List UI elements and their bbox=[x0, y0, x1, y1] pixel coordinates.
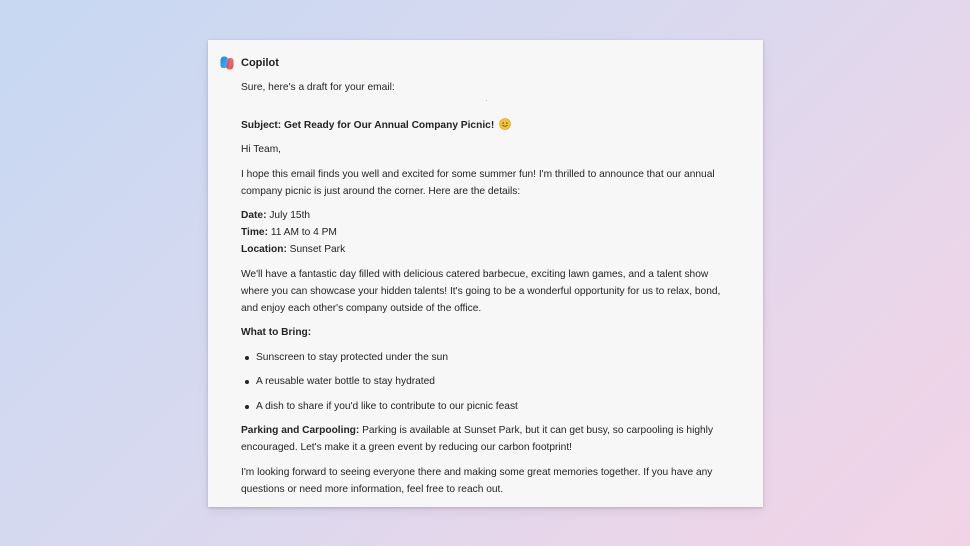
location-row bbox=[241, 241, 731, 258]
list-item bbox=[241, 373, 731, 390]
closing-paragraph: I'm looking forward to seeing everyone there and making some great memories together. If you have any questions or need more information, feel free to reach out. bbox=[241, 466, 713, 495]
message-header bbox=[219, 54, 279, 72]
opening-paragraph: I hope this email finds you well and excited for some summer fun! I'm thrilled to announce that our annual company picnic is just around the corner. Here are the details: bbox=[241, 168, 715, 197]
list-item-text: A dish to share if you'd like to contribute to our picnic feast bbox=[256, 400, 518, 412]
intro-text: Sure, here's a draft for your email: bbox=[241, 82, 395, 93]
list-item-text: A reusable water bottle to stay hydrated bbox=[256, 376, 435, 387]
event-details bbox=[241, 207, 731, 258]
time-value: 11 AM to 4 PM bbox=[268, 227, 337, 238]
parking-paragraph bbox=[241, 422, 731, 456]
bring-list bbox=[241, 349, 731, 415]
bullet-icon bbox=[245, 356, 249, 360]
date-value: July 15th bbox=[266, 210, 311, 221]
activities-paragraph: We'll have a fantastic day filled with delicious catered barbecue, exciting lawn games, and a talent show where you can showcase your hidden talents! It's going to be a wonderful opportunity for us to relax, bond, and enjoy each other's company outside of the office. bbox=[241, 268, 721, 314]
bullet-icon bbox=[245, 380, 249, 384]
list-item bbox=[241, 398, 731, 415]
parking-text: Parking is available at Sunset Park, but it can get busy, so carpooling is highly encouraged. Let's make it a green event by reducing our carbon footprint! bbox=[241, 425, 714, 453]
date-label: Date: bbox=[241, 210, 267, 221]
chat-message-card bbox=[208, 40, 763, 507]
location-label: Location: bbox=[241, 244, 287, 255]
assistant-name: Copilot bbox=[241, 57, 279, 69]
message-body bbox=[241, 79, 731, 498]
greeting: Hi Team, bbox=[241, 144, 282, 155]
smiling-face-icon bbox=[499, 118, 511, 130]
bring-title: What to Bring: bbox=[241, 327, 312, 338]
time-label: Time: bbox=[241, 227, 268, 238]
email-subject-text: Subject: Get Ready for Our Annual Company Picnic! bbox=[241, 120, 495, 131]
bullet-icon bbox=[245, 405, 249, 409]
email-subject bbox=[241, 117, 731, 134]
list-item-text: Sunscreen to stay protected under the sun bbox=[256, 351, 448, 363]
list-item bbox=[241, 349, 731, 366]
date-row bbox=[241, 207, 731, 224]
copilot-logo-icon bbox=[219, 55, 235, 71]
time-row bbox=[241, 224, 731, 241]
parking-label: Parking and Carpooling: bbox=[241, 425, 360, 436]
location-value: Sunset Park bbox=[286, 244, 346, 255]
